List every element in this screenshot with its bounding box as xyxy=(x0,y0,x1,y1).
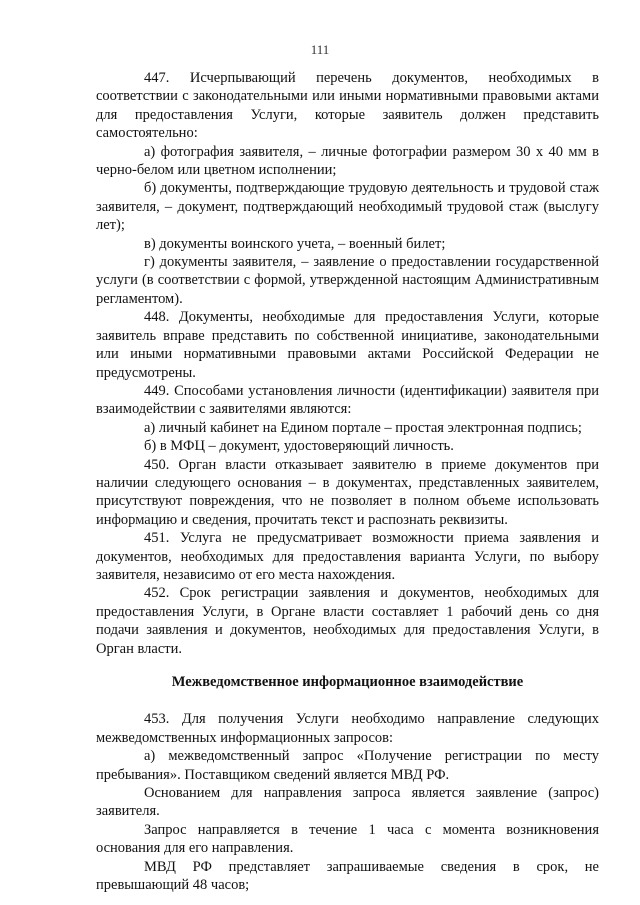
paragraph-453-c: Запрос направляется в течение 1 часа с момента возникновения основания для его направления. xyxy=(96,821,599,857)
paragraph-449-a: а) личный кабинет на Едином портале – простая электронная подпись; xyxy=(144,419,582,436)
paragraph-447-d: г) документы заявителя, – заявление о предоставлении государственной услуги (в соответствии с формой, утвержденной настоящим Административным регламентом). xyxy=(96,254,599,307)
paragraph-453-a: а) межведомственный запрос «Получение регистрации по месту пребывания». Поставщиком сведений является МВД РФ. xyxy=(96,748,599,783)
page-number: 111 xyxy=(310,42,330,57)
paragraph-447-c: в) документы воинского учета, – военный билет; xyxy=(144,235,446,252)
paragraph-449: 449. Способами установления личности (идентификации) заявителя при взаимодействии с заявителями являются: xyxy=(96,382,599,418)
document-body xyxy=(96,69,599,894)
paragraph-447-b: б) документы, подтверждающие трудовую деятельность и трудовой стаж заявителя, – документ, подтверждающий необходимый трудовой стаж (выслугу лет); xyxy=(96,180,599,234)
paragraph-447-a: а) фотография заявителя, – личные фотографии размером 30 х 40 мм в черно-белом или цветном исполнении; xyxy=(96,143,599,179)
paragraph-448: 448. Документы, необходимые для предоставления Услуги, которые заявитель вправе представить по собственной инициативе, законодательными или иными нормативными правовыми актами Российской Федерации не предусмотрены. xyxy=(96,309,599,381)
paragraph-450: 450. Орган власти отказывает заявителю в приеме документов при наличии следующего основания – в документах, представленных заявителем, присутствуют повреждения, что не позволяет в полном объеме использовать информацию и сведения, прочитать текст и распознать реквизиты. xyxy=(96,456,599,528)
paragraph-453: 453. Для получения Услуги необходимо направление следующих межведомственных информационных запросов: xyxy=(96,711,599,746)
section-heading: Межведомственное информационное взаимодействие xyxy=(171,674,524,690)
paragraph-449-b: б) в МФЦ – документ, удостоверяющий личность. xyxy=(144,438,454,455)
paragraph-453-b: Основанием для направления запроса является заявление (запрос) заявителя. xyxy=(96,785,599,820)
paragraph-453-d: МВД РФ представляет запрашиваемые сведения в срок, не превышающий 48 часов; xyxy=(96,858,599,894)
paragraph-447: 447. Исчерпывающий перечень документов, необходимых в соответствии с законодательными или иными нормативными правовыми актами для предоставления Услуги, которые заявитель должен представить самостоятельно: xyxy=(96,70,599,142)
paragraph-451: 451. Услуга не предусматривает возможности приема заявления и документов, необходимых для предоставления варианта Услуги, по выбору заявителя, независимо от его места нахождения. xyxy=(96,530,599,583)
paragraph-452: 452. Срок регистрации заявления и документов, необходимых для предоставления Услуги, в Органе власти составляет 1 рабочий день со дня подачи заявления и документов, необходимых для предоставления Услуги, в Орган власти. xyxy=(96,585,599,657)
